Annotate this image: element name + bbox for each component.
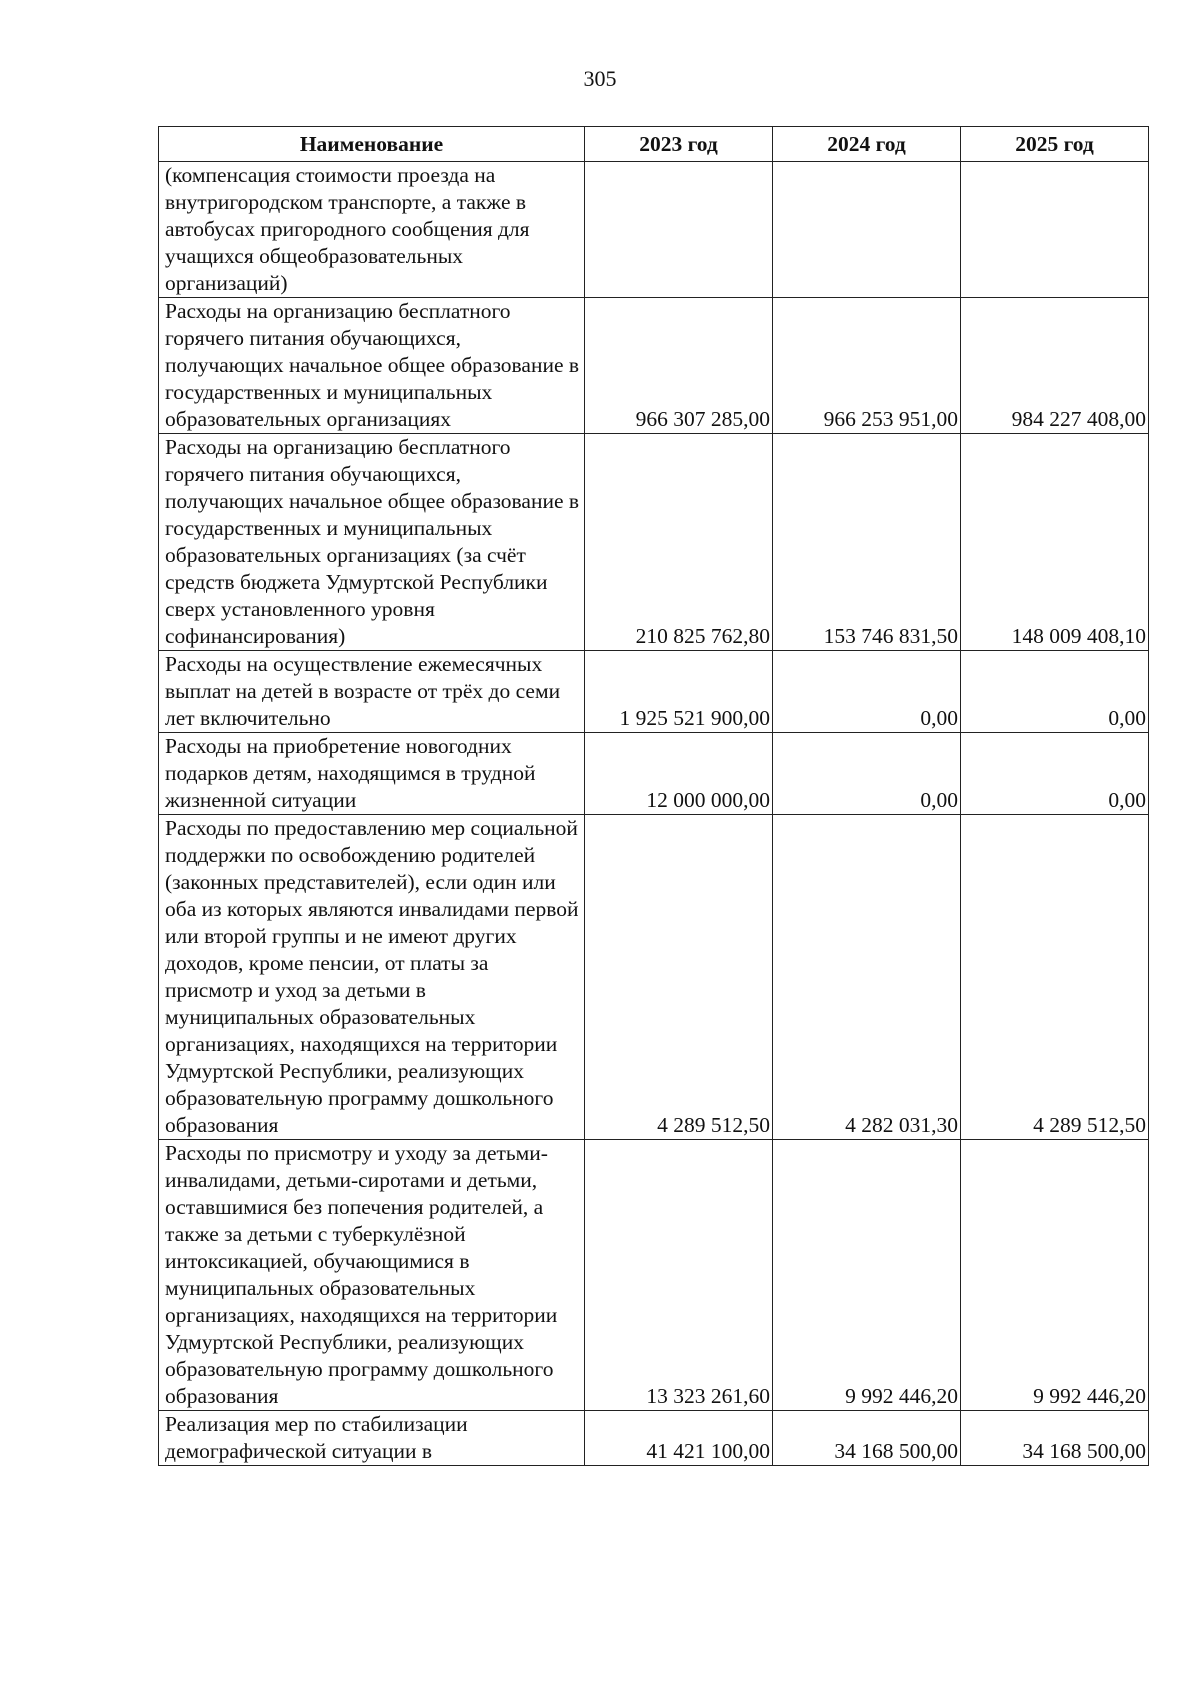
row-value-2025: 34 168 500,00	[961, 1411, 1149, 1466]
header-2023: 2023 год	[585, 127, 773, 162]
row-value-2023: 41 421 100,00	[585, 1411, 773, 1466]
table-row	[159, 651, 1149, 733]
table-row	[159, 1411, 1149, 1466]
row-name: Расходы на организацию бесплатного горячего питания обучающихся, получающих начальное общее образование в государственных и муниципальных образовательных организациях (за счёт средств бюджета Удмуртской Республики сверх установленного уровня софинансирования)	[159, 434, 585, 651]
row-name: Расходы по предоставлению мер социальной поддержки по освобождению родителей (законных представителей), если один или оба из которых являются инвалидами первой или второй группы и не имеют других доходов, кроме пенсии, от платы за присмотр и уход за детьми в муниципальных образовательных организациях, находящихся на территории Удмуртской Республики, реализующих образовательную программу дошкольного образования	[159, 815, 585, 1140]
table-row	[159, 815, 1149, 1140]
row-value-2024	[773, 162, 961, 298]
budget-table	[158, 126, 1149, 1466]
row-name: Расходы на организацию бесплатного горячего питания обучающихся, получающих начальное общее образование в государственных и муниципальных образовательных организациях	[159, 298, 585, 434]
row-name: Расходы на осуществление ежемесячных выплат на детей в возрасте от трёх до семи лет включительно	[159, 651, 585, 733]
header-2025: 2025 год	[961, 127, 1149, 162]
row-value-2024: 4 282 031,30	[773, 815, 961, 1140]
row-name: Расходы по присмотру и уходу за детьми-инвалидами, детьми-сиротами и детьми, оставшимися без попечения родителей, а также за детьми с туберкулёзной интоксикацией, обучающимися в муниципальных образовательных организациях, находящихся на территории Удмуртской Республики, реализующих образовательную программу дошкольного образования	[159, 1140, 585, 1411]
row-value-2023: 1 925 521 900,00	[585, 651, 773, 733]
row-value-2025: 9 992 446,20	[961, 1140, 1149, 1411]
row-value-2024: 9 992 446,20	[773, 1140, 961, 1411]
row-value-2024: 0,00	[773, 733, 961, 815]
row-value-2023: 12 000 000,00	[585, 733, 773, 815]
row-value-2024: 34 168 500,00	[773, 1411, 961, 1466]
row-value-2025: 4 289 512,50	[961, 815, 1149, 1140]
table-row	[159, 733, 1149, 815]
table-row	[159, 1140, 1149, 1411]
row-value-2025: 0,00	[961, 733, 1149, 815]
row-value-2023: 966 307 285,00	[585, 298, 773, 434]
row-name: Расходы на приобретение новогодних подарков детям, находящимся в трудной жизненной ситуации	[159, 733, 585, 815]
table-row	[159, 162, 1149, 298]
row-value-2025: 148 009 408,10	[961, 434, 1149, 651]
row-value-2023: 13 323 261,60	[585, 1140, 773, 1411]
header-2024: 2024 год	[773, 127, 961, 162]
row-value-2024: 966 253 951,00	[773, 298, 961, 434]
header-name: Наименование	[159, 127, 585, 162]
table-row	[159, 298, 1149, 434]
row-name: (компенсация стоимости проезда на внутригородском транспорте, а также в автобусах пригородного сообщения для учащихся общеобразовательных организаций)	[159, 162, 585, 298]
row-value-2025: 0,00	[961, 651, 1149, 733]
row-value-2025: 984 227 408,00	[961, 298, 1149, 434]
row-value-2024: 153 746 831,50	[773, 434, 961, 651]
page-number: 305	[583, 66, 617, 91]
row-value-2023	[585, 162, 773, 298]
table-row	[159, 434, 1149, 651]
row-value-2025	[961, 162, 1149, 298]
table-header-row	[159, 127, 1149, 162]
row-value-2024: 0,00	[773, 651, 961, 733]
row-value-2023: 4 289 512,50	[585, 815, 773, 1140]
row-value-2023: 210 825 762,80	[585, 434, 773, 651]
row-name: Реализация мер по стабилизации демографической ситуации в	[159, 1411, 585, 1466]
